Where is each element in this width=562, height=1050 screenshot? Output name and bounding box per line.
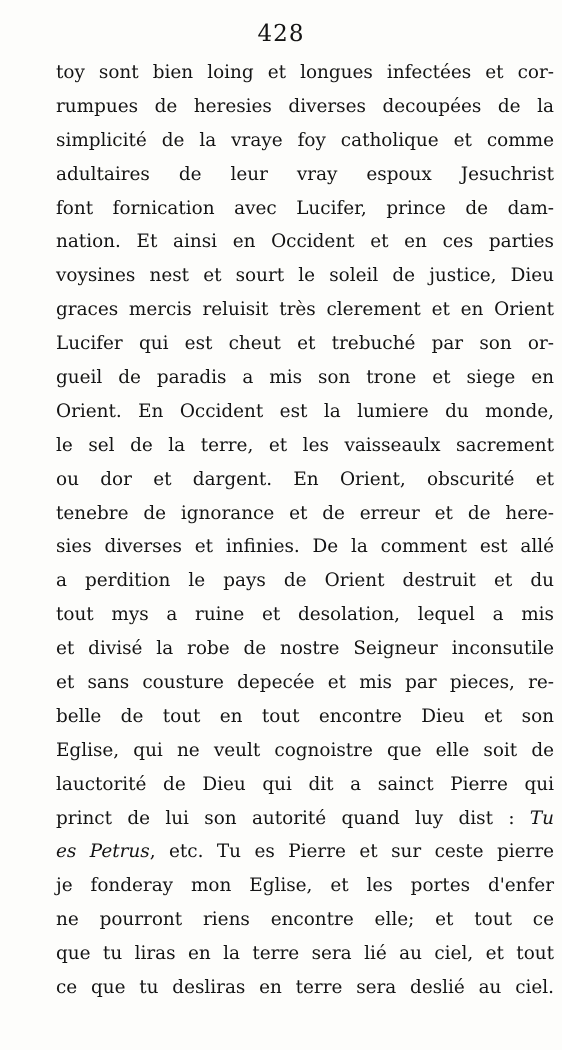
text-line: adultaires de leur vray espoux Jesuchrist <box>56 163 554 185</box>
text-line: Eglise, qui ne veult cognoistre que elle soit de <box>56 739 554 761</box>
text-line: ou dor et dargent. En Orient, obscurité et <box>56 468 554 490</box>
text-line: a perdition le pays de Orient destruit et du <box>56 570 554 592</box>
text-line: font fornication avec Lucifer, prince de dam- <box>56 197 554 219</box>
text-run: princt de lui son autorité quand luy dist : <box>56 807 530 829</box>
text-line: voysines nest et sourt le soleil de justice, Dieu <box>56 265 554 287</box>
text-line: gueil de paradis a mis son trone et siege en <box>56 367 554 389</box>
text-line: Lucifer qui est cheut et trebuché par son or- <box>56 333 554 355</box>
text-line: rumpues de heresies diverses decoupées de la <box>56 95 554 117</box>
text-line: belle de tout en tout encontre Dieu et son <box>56 705 554 727</box>
text-line: le sel de la terre, et les vaisseaulx sacrement <box>56 434 554 456</box>
page-number: 428 <box>257 21 305 47</box>
text-line: que tu liras en la terre sera lié au ciel, et tout <box>56 943 554 965</box>
text-line: lauctorité de Dieu qui dit a sainct Pierre qui <box>56 773 554 795</box>
text-line: simplicité de la vraye foy catholique et comme <box>56 129 554 151</box>
body-text <box>56 56 554 1005</box>
text-line: graces mercis reluisit très clerement et en Orient <box>56 299 554 321</box>
text-line: toy sont bien loing et longues infectées et cor- <box>56 62 554 83</box>
text-run: , etc. Tu es Pierre et sur ceste pierre <box>149 841 554 863</box>
text-line: et divisé la robe de nostre Seigneur inconsutile <box>56 638 554 660</box>
text-line: tout mys a ruine et desolation, lequel a mis <box>56 604 554 626</box>
italic-latin-text: Tu <box>529 807 554 829</box>
text-line: Orient. En Occident est la lumiere du monde, <box>56 400 554 422</box>
text-line: je fonderay mon Eglise, et les portes d'enfer <box>56 875 554 897</box>
text-line <box>56 835 554 869</box>
text-line: ne pourront riens encontre elle; et tout ce <box>56 909 554 931</box>
text-line: nation. Et ainsi en Occident et en ces parties <box>56 231 554 253</box>
italic-latin-text: es Petrus <box>56 841 150 863</box>
text-line: ce que tu desliras en terre sera deslié au ciel. <box>56 977 554 999</box>
text-line: et sans cousture depecée et mis par pieces, re- <box>56 672 554 694</box>
text-line <box>56 802 554 836</box>
text-line: sies diverses et infinies. De la comment est allé <box>56 536 554 558</box>
text-line: tenebre de ignorance et de erreur et de here- <box>56 502 554 524</box>
